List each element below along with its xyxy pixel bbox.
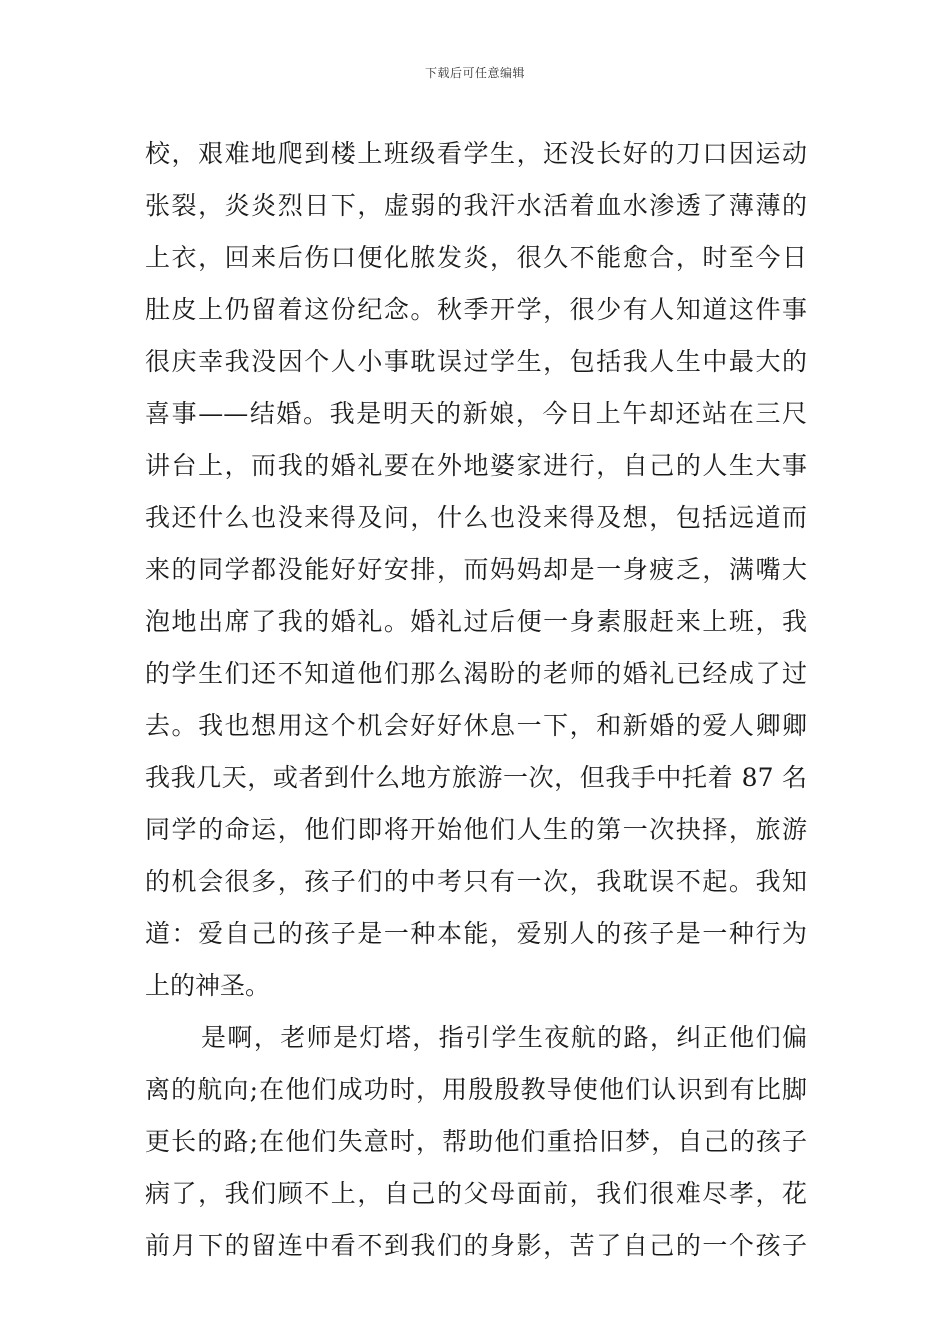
text-line: 张裂，炎炎烈日下，虚弱的我汗水活着血水渗透了薄薄的: [145, 191, 807, 220]
text-line: 的机会很多，孩子们的中考只有一次，我耽误不起。我知: [145, 867, 807, 896]
text-line: 我我几天，或者到什么地方旅游一次，但我手中托着 87 名: [145, 763, 807, 792]
text-line: 去。我也想用这个机会好好休息一下，和新婚的爱人卿卿: [145, 711, 807, 740]
text-line: 讲台上，而我的婚礼要在外地婆家进行，自己的人生大事: [145, 451, 807, 480]
text-line: 更长的路;在他们失意时，帮助他们重拾旧梦，自己的孩子: [145, 1127, 807, 1156]
text-line: 的学生们还不知道他们那么渴盼的老师的婚礼已经成了过: [145, 659, 807, 688]
text-line: 道：爱自己的孩子是一种本能，爱别人的孩子是一种行为: [145, 919, 807, 948]
text-line: 来的同学都没能好好安排，而妈妈却是一身疲乏，满嘴大: [145, 555, 807, 584]
text-line: 上衣，回来后伤口便化脓发炎，很久不能愈合，时至今日: [145, 243, 807, 272]
text-line: 泡地出席了我的婚礼。婚礼过后便一身素服赶来上班，我: [145, 607, 807, 636]
text-line: 喜事——结婚。我是明天的新娘，今日上午却还站在三尺: [145, 399, 807, 428]
text-line: 是啊，老师是灯塔，指引学生夜航的路，纠正他们偏: [201, 1023, 807, 1052]
text-line: 校，艰难地爬到楼上班级看学生，还没长好的刀口因运动: [145, 139, 807, 168]
document-body: [145, 128, 807, 1272]
text-line: 离的航向;在他们成功时，用殷殷教导使他们认识到有比脚: [145, 1075, 807, 1104]
text-line: 上的神圣。: [145, 971, 271, 1000]
text-line: 前月下的留连中看不到我们的身影，苦了自己的一个孩子: [145, 1231, 807, 1260]
text-line: 同学的命运，他们即将开始他们人生的第一次抉择，旅游: [145, 815, 807, 844]
text-line: 肚皮上仍留着这份纪念。秋季开学，很少有人知道这件事: [145, 295, 807, 324]
page-header: 下载后可任意编辑: [424, 66, 525, 80]
text-line: 我还什么也没来得及问，什么也没来得及想，包括远道而: [145, 503, 807, 532]
text-line: 病了，我们顾不上，自己的父母面前，我们很难尽孝，花: [145, 1179, 807, 1208]
text-line: 很庆幸我没因个人小事耽误过学生，包括我人生中最大的: [145, 347, 807, 376]
